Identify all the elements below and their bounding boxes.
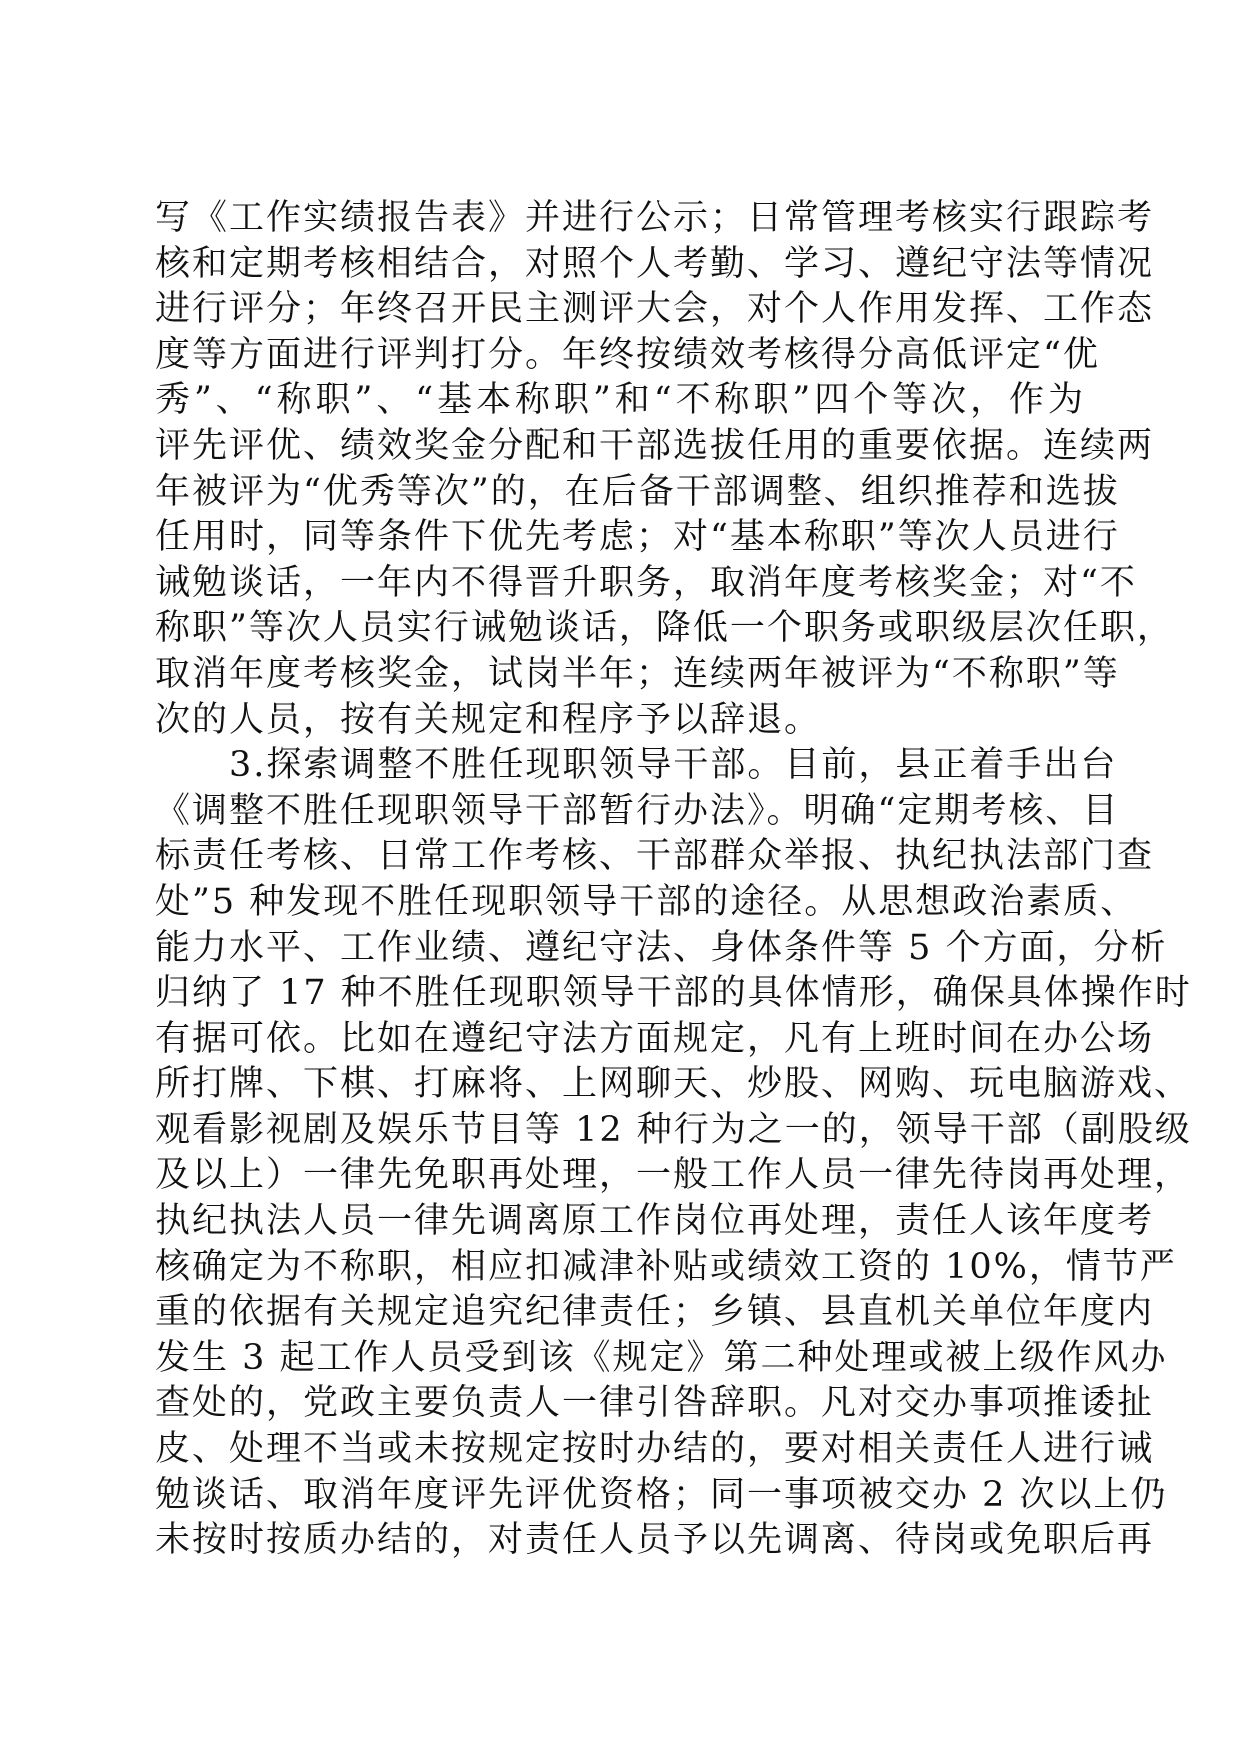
text-line: 进行评分；年终召开民主测评大会，对个人作用发挥、工作态 [155,289,1155,330]
text-line: 评先评优、绩效奖金分配和干部选拔任用的重要依据。连续两 [155,425,1155,466]
text-line: 未按时按质办结的，对责任人员予以先调离、待岗或免职后再 [155,1520,1155,1561]
text-line: 度等方面进行评判打分。年终按绩效考核得分高低评定“优 [155,334,1100,375]
text-line: 能力水平、工作业绩、遵纪守法、身体条件等 5 个方面，分析 [155,927,1168,968]
text-line: 称职”等次人员实行诫勉谈话，降低一个职务或职级层次任职， [155,608,1174,649]
text-line: 年被评为“优秀等次”的，在后备干部调整、组织推荐和选拔 [155,471,1120,512]
text-line: 次的人员，按有关规定和程序予以辞退。 [155,699,822,740]
text-line: 查处的，党政主要负责人一律引咎辞职。凡对交办事项推诿扯 [155,1383,1155,1424]
text-line: 取消年度考核奖金，试岗半年；连续两年被评为“不称职”等 [155,653,1120,694]
text-line: 勉谈话、取消年度评先评优资格；同一事项被交办 2 次以上仍 [155,1474,1168,1515]
text-line: 核和定期考核相结合，对照个人考勤、学习、遵纪守法等情况 [155,243,1155,284]
text-line: 秀”、“称职”、“基本称职”和“不称职”四个等次，作为 [155,380,1085,421]
paragraph-2 [155,743,1192,1564]
text-line: 诫勉谈话，一年内不得晋升职务，取消年度考核奖金；对“不 [155,562,1137,603]
text-line: 写《工作实绩报告表》并进行公示；日常管理考核实行跟踪考 [155,198,1155,238]
paragraph-1 [155,196,1174,743]
text-line: 核确定为不称职，相应扣减津补贴或绩效工资的 10%，情节严 [155,1246,1177,1287]
text-line: 执纪执法人员一律先调离原工作岗位再处理，责任人该年度考 [155,1201,1155,1242]
text-line: 处”5 种发现不胜任现职领导干部的途径。从思想政治素质、 [155,881,1138,922]
text-line: 有据可依。比如在遵纪守法方面规定，凡有上班时间在办公场 [155,1018,1155,1059]
text-line: 所打牌、下棋、打麻将、上网聊天、炒股、网购、玩电脑游戏、 [155,1064,1192,1105]
text-line: 《调整不胜任现职领导干部暂行办法》。明确“定期考核、目 [155,790,1120,831]
text-line: 归纳了 17 种不胜任现职领导干部的具体情形，确保具体操作时 [155,973,1192,1014]
section-heading-line: 3.探索调整不胜任现职领导干部。目前，县正着手出台 [229,745,1118,786]
text-line: 任用时，同等条件下优先考虑；对“基本称职”等次人员进行 [155,517,1120,558]
body-text [155,196,1192,1564]
text-line: 标责任考核、日常工作考核、干部群众举报、执纪执法部门查 [155,836,1155,877]
text-line: 观看影视剧及娱乐节目等 12 种行为之一的，领导干部（副股级 [155,1109,1192,1150]
text-line: 发生 3 起工作人员受到该《规定》第二种处理或被上级作风办 [155,1337,1168,1378]
text-line: 皮、处理不当或未按规定按时办结的，要对相关责任人进行诫 [155,1429,1155,1470]
text-line: 及以上）一律先免职再处理，一般工作人员一律先待岗再处理， [155,1155,1192,1196]
text-line: 重的依据有关规定追究纪律责任；乡镇、县直机关单位年度内 [155,1292,1155,1333]
